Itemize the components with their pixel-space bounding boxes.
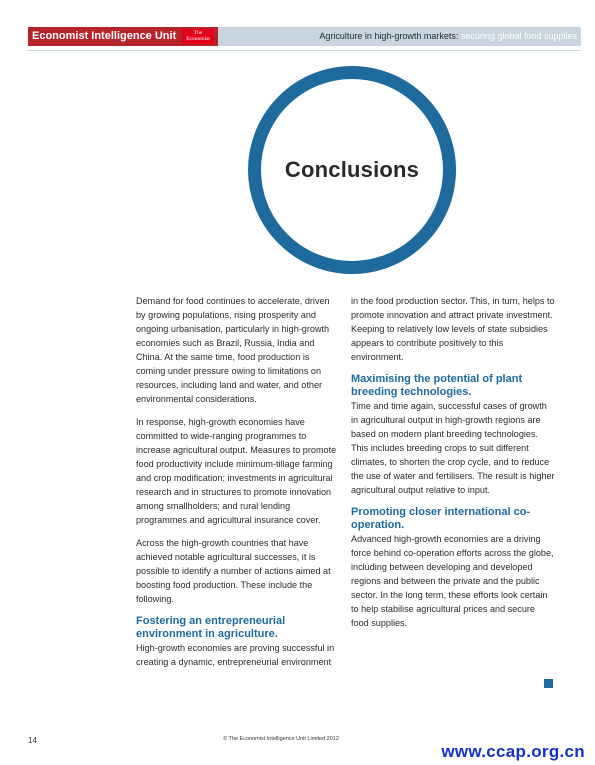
left-column bbox=[136, 294, 340, 678]
paragraph: Time and time again, successful cases of growth in agricultural output in high-growth regions are based on modern plant breeding technologies. This includes breeding crops to suit different climates, to shorten the crop cycle, and to reduce the use of water and fertilisers. The result is higher agricultural output relative to input. bbox=[351, 401, 555, 495]
report-title: Agriculture in high-growth markets: bbox=[319, 31, 459, 41]
subheading: Fostering an entrepreneurial environment in agriculture. bbox=[136, 615, 286, 640]
paragraph: Demand for food continues to accelerate, driven by growing populations, rising prosperity and ongoing urbanisation, particularly in high-growth economies such as Brazil, Russia, India and China. At the same time, food production is coming under pressure owing to limitations on resources, including land and water, and other environmental considerations. bbox=[136, 296, 330, 404]
right-column bbox=[351, 294, 555, 639]
copyright-notice: © The Economist Intelligence Unit Limited 2012 bbox=[223, 736, 339, 742]
publisher-name: Economist Intelligence Unit bbox=[28, 27, 218, 46]
report-subtitle: securing global food supplies bbox=[458, 31, 577, 41]
subheading: Maximising the potential of plant breeding technologies. bbox=[351, 373, 523, 398]
report-title-band bbox=[218, 27, 581, 46]
watermark-url: www.ccap.org.cn bbox=[441, 742, 585, 761]
paragraph: High-growth economies are proving successful in creating a dynamic, entrepreneurial environment bbox=[136, 643, 335, 667]
report-header bbox=[28, 27, 581, 46]
paragraph: Advanced high-growth economies are a driving force behind co-operation efforts across the globe, including between developing and developed regions and between the private and the public sector. In the long term, these efforts look certain to help stabilise agricultural prices and secure food supplies. bbox=[351, 534, 554, 628]
paragraph: Across the high-growth countries that have achieved notable agricultural successes, it is possible to identify a number of actions aimed at boosting food production. These include the following. bbox=[136, 538, 331, 604]
paragraph: In response, high-growth economies have committed to wide-ranging programmes to increase agricultural output. Measures to promote food productivity include minimum-tillage farming and crop modification; investments in agricultural research and in structures to promote innovation among smallholders; and rural lending programmes and agricultural insurance cover. bbox=[136, 417, 337, 525]
paragraph: in the food production sector. This, in turn, helps to promote innovation and attract private investment. Keeping to relatively low levels of state subsidies appears to contribute positively to this environment. bbox=[351, 296, 555, 362]
subheading: Promoting closer international co-operation. bbox=[351, 506, 531, 531]
economist-logo: The Economist bbox=[182, 29, 214, 44]
section-title: Conclusions bbox=[284, 157, 420, 182]
page-number: 14 bbox=[28, 736, 37, 745]
end-of-article-marker bbox=[544, 679, 553, 688]
section-title-circle bbox=[248, 66, 456, 274]
header-divider bbox=[28, 50, 581, 51]
